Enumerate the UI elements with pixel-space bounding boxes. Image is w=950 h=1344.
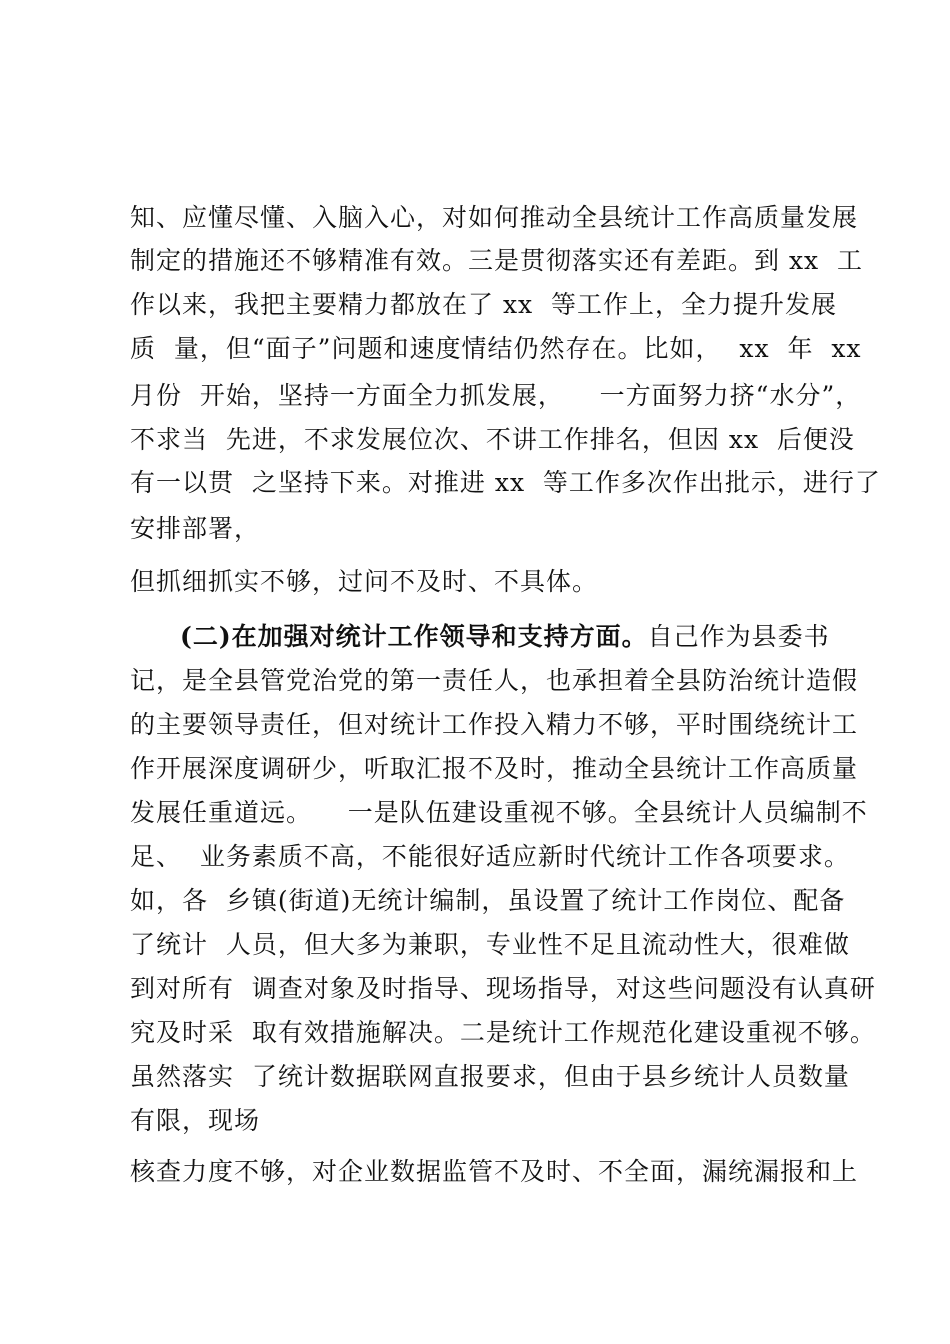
paragraph-3-line-6: 足、 业务素质不高，不能很好适应新时代统计工作各项要求。 xyxy=(130,842,850,871)
section-heading: (二)在加强对统计工作领导和支持方面。 xyxy=(180,622,648,651)
paragraph-1-line-6: 不求当 先进，不求发展位次、不讲工作排名，但因 xx 后便没 xyxy=(130,425,855,454)
paragraph-3-line-5: 发展任重道远。 一是队伍建设重视不够。全县统计人员编制不 xyxy=(130,798,868,827)
paragraph-1-line-4: 质 量，但“面子”问题和速度情结仍然存在。比如， xx 年 xx xyxy=(130,334,862,363)
paragraph-3-line-3: 的主要领导责任，但对统计工作投入精力不够，平时围绕统计工 xyxy=(130,710,859,739)
paragraph-1-line-7: 有一以贯 之坚持下来。对推进 xx 等工作多次作出批示，进行了 xyxy=(130,468,881,497)
paragraph-3-line-12: 有限，现场 xyxy=(130,1106,261,1135)
paragraph-3-line-2: 记，是全县管党治党的第一责任人，也承担着全县防治统计造假 xyxy=(130,666,859,695)
paragraph-3-line-11: 虽然落实 了统计数据联网直报要求，但由于县乡统计人员数量 xyxy=(130,1062,850,1091)
paragraph-3-line-4: 作开展深度调研少，听取汇报不及时，推动全县统计工作高质量 xyxy=(130,754,859,783)
paragraph-3-line-8: 了统计 人员，但大多为兼职，专业性不足且流动性大，很难做 xyxy=(130,930,850,959)
paragraph-3-line-7: 如，各 乡镇(街道)无统计编制，虽设置了统计工作岗位、配备 xyxy=(130,886,846,915)
paragraph-1-line-5: 月份 开始，坚持一方面全力抓发展， 一方面努力挤“水分”， xyxy=(130,381,862,410)
paragraph-3-line-10: 究及时采 取有效措施解决。二是统计工作规范化建设重视不够。 xyxy=(130,1018,876,1047)
paragraph-1-line-2: 制定的措施还不够精准有效。三是贯彻落实还有差距。到 xx 工 xyxy=(130,246,864,275)
paragraph-3-line-1 xyxy=(180,617,850,657)
paragraph-1-line-3: 作以来，我把主要精力都放在了 xx 等工作上，全力提升发展 xyxy=(130,290,838,319)
section-heading-continuation: 自己作为县委书 xyxy=(647,622,830,651)
paragraph-3-line-9: 到对所有 调查对象及时指导、现场指导，对这些问题没有认真研 xyxy=(130,974,876,1003)
paragraph-1-line-8: 安排部署， xyxy=(130,514,261,543)
paragraph-1-line-1: 知、应懂尽懂、入脑入心，对如何推动全县统计工作高质量发展 xyxy=(130,203,859,232)
paragraph-4-line-1: 核查力度不够，对企业数据监管不及时、不全面，漏统漏报和上 xyxy=(130,1157,859,1186)
paragraph-2-line-1: 但抓细抓实不够，过问不及时、不具体。 xyxy=(130,567,599,596)
